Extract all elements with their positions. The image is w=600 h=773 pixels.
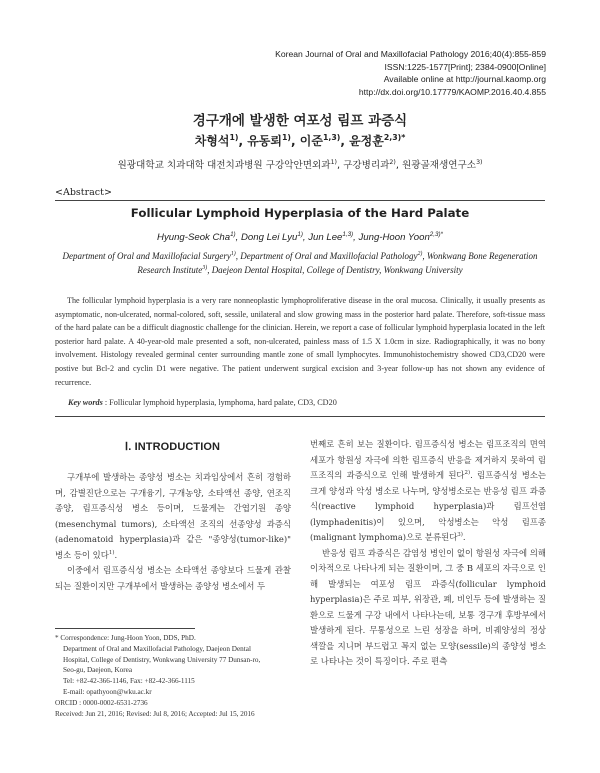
author: 이준	[299, 134, 323, 148]
available-online: Available online at http://journal.kaomp.org	[383, 74, 546, 85]
received-dates: Received: Jun 21, 2016; Revised: Jul 8, 2016; Accepted: Jul 15, 2016	[55, 709, 255, 718]
journal-citation: Korean Journal of Oral and Maxillofacial Pathology 2016;40(4):855-859	[275, 49, 546, 59]
body-column-right	[310, 437, 546, 670]
issn: ISSN:1225-1577[Print]; 2384-0900[Online]	[384, 61, 546, 72]
paragraph: 반응성 림프 과증식은 감염성 병인이 없이 항원성 자극에 의해 이차적으로 나타나게 되는 질환이며, 그 중 B 세포의 자극으로 인해 발생되는 여포성 림프 과증식(follicular lymphoid hyperplasia)은 주로 피부, 위장관, 폐, 비인두 등에 발생하는 질환으로 드물게 구강 내에서 나타나는데, 보통 경구개 후방부에서 발생하게 된다. 무통성으로 느린 성장을 하며, 비궤양성의 정상 색깔을 지니며 부드럽고 꼭지 없는 모양(sessile)의 종양성 병소로 나타나는 것이 특징이다. 주로 편측	[310, 547, 546, 666]
paragraph: 번째로 흔히 보는 질환이다. 림프증식성 병소는 림프조직의 면역세포가 항원성 자극에 의한 림프증식 반응을 제거하지 못하여 림프조직의 과증식으로 인해 발생하게 된다$^{2)}$. 림프증식성 병소는 크게 양성과 악성 병소로 나누며, 양성병소로는 반응성 림프 과증식(reactive lymphoid hyperplasia)과 림프선염(lymphadenitis)이 있으며, 악성병소는 악성 림프종(malignant lymphoma)으로 분류된다$^{3)}$.	[310, 439, 546, 542]
author: 차형석	[194, 134, 230, 148]
email-link[interactable]: E-mail: opathyoon@wku.ac.kr	[63, 687, 152, 696]
author: 유동뢰	[247, 134, 282, 148]
title-korean: 경구개에 발생한 여포성 림프 과증식	[192, 113, 408, 129]
journal-header	[246, 48, 546, 98]
author: Jung-Hoon Yoon	[358, 232, 430, 243]
affiliations-english: Department of Oral and Maxillofacial Surgery$^{1)}$, Department of Oral and Maxillofacial Pathology$^{2)}$, Wonkwang Bone Regeneration Research Institute$^{3)}$, Daejeon Dental Hospital, College of Dentistry, Wonkwang University	[62, 251, 538, 275]
body-column-left	[55, 470, 291, 594]
paragraph: 이중에서 림프증식성 병소는 소타액선 종양보다 드물게 관찰되는 질환이지만 구개부에서 발생하는 종양성 병소에서 두	[55, 565, 291, 591]
abstract-bottom-rule	[55, 416, 545, 417]
author: Dong Lei Lyu	[240, 232, 298, 243]
section-heading-introduction: Ⅰ. INTRODUCTION	[124, 441, 221, 453]
authors-korean: 차형석$^{1)}$, 유동뢰$^{1)}$, 이준$^{1,3)}$, 윤정훈$^{2,3)*}$	[194, 133, 406, 148]
abstract-label: <Abstract>	[55, 187, 112, 198]
title-english: Follicular Lymphoid Hyperplasia of the Hard Palate	[130, 206, 470, 220]
paragraph: 구개부에 발생하는 종양성 병소는 치과임상에서 흔히 경험하며, 감별진단으로는 구개융기, 구개농양, 소타액선 종양, 연조직 종양, 림프증식성 병소 등이며, 드물게는 간엽기원 종양(mesenchymal tumors), 소타액선 조직의 선종양성 과증식(adenomatoid hyperplasia)과 같은 "종양성(tumor-like)" 병소 등이 있다$^{1)}$.	[55, 472, 291, 560]
keywords-label: Key words	[68, 398, 103, 407]
footnote-rule	[55, 628, 195, 629]
author: Hyung-Seok Cha	[157, 232, 231, 243]
keywords	[68, 398, 337, 407]
affiliations-korean: 원광대학교 치과대학 대전치과병원 구강악안면외과$^{1)}$, 구강병리과$^{2)}$, 원광골재생연구소$^{3)}$	[117, 158, 483, 171]
author: Jun Lee	[308, 232, 343, 243]
authors-english: Hyung-Seok Cha$^{1)}$, Dong Lei Lyu$^{1)}$, Jun Lee$^{1,3)}$, Jung-Hoon Yoon$^{2,3)*}$	[157, 230, 443, 243]
orcid: ORCID : 0000-0002-6531-2736	[55, 698, 148, 707]
abstract-top-rule	[55, 200, 545, 201]
doi-link[interactable]: http://dx.doi.org/10.17779/KAOMP.2016.40.4.855	[358, 86, 546, 97]
footnote: * Correspondence: Jung-Hoon Yoon, DDS, PhD. Department of Oral and Maxillofacial Pathology, Daejeon Dental Hospital, College of Dentistry, Wonkwang University 77 Dunsan-ro, Seo-gu, Daejeon, Korea Tel: +82-42-366-1146, Fax: +82-42-366-1115 E-mail: opathyoon@wku.ac.kr ORCID : 0000-0002-6531-2736 Received: Jun 21, 2016; Revised: Jul 8, 2016; Accepted: Jul 15, 2016	[55, 633, 295, 719]
author: 윤정훈	[349, 134, 384, 148]
abstract-text: The follicular lymphoid hyperplasia is a very rare nonneoplastic lymphoproliferative disease in the oral mucosa. Clinically, it usually presents as asymptomatic, non-ulcerated, normal-colored, soft, sessile, unilateral and slow growing mass in the posterior hard palate. Therefore, soft-tissue mass of the hard palate can be a difficult diagnostic challenge for the clinician. Herein, we report a case of follicular lymphoid hyperplasia located in the left posterior hard palate. A 40-year-old male presented a soft, non-ulcerated, painless mass of 1.5 X 1.0cm in size. Radiographically, it was no bony involvement. Histology revealed germinal center surrounding mantle zone of small lymphocytes. Immunohistochemistry showed CD3,CD20 were postive but Bcl-2 and cyclin D1 were negative. The patient underwent surgical excision and 3-year follow-up has not shown any evidence of recurrence.	[55, 296, 545, 387]
keywords-list: : Follicular lymphoid hyperplasia, lymphoma, hard palate, CD3, CD20	[104, 398, 337, 407]
correspondence: * Correspondence: Jung-Hoon Yoon, DDS, PhD.	[55, 634, 196, 642]
